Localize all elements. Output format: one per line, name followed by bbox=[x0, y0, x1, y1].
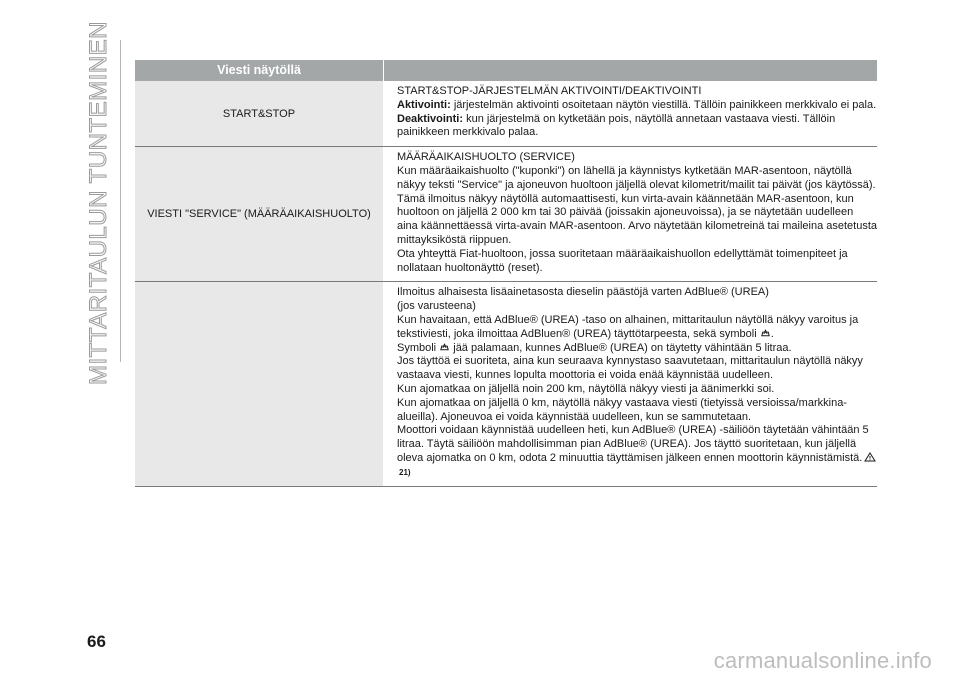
deactivation-text: kun järjestelmä on kytketään pois, näytöllä annetaan vastaava viesti. Tällöin painikkeen merkkivalo palaa. bbox=[397, 112, 836, 139]
table-header bbox=[135, 60, 877, 81]
message-table bbox=[135, 60, 877, 487]
row-label: START&STOP bbox=[135, 81, 383, 146]
service-title: MÄÄRÄAIKAISHUOLTO (SERVICE) bbox=[397, 151, 575, 164]
adblue-paragraph-2 bbox=[397, 342, 877, 356]
deactivation-paragraph bbox=[397, 113, 877, 141]
adblue-paragraph-4: Kun ajomatkaa on jäljellä noin 200 km, näytöllä näkyy viesti ja äänimerkki soi. bbox=[397, 382, 775, 395]
warning-triangle-icon bbox=[864, 452, 876, 462]
row-description bbox=[383, 81, 877, 146]
row-description bbox=[383, 147, 877, 281]
row-label bbox=[135, 282, 383, 485]
adblue-paragraph-2-start: Symboli bbox=[397, 341, 440, 354]
adblue-paragraph-6-text: Moottori voidaan käynnistää uudelleen heti, kun AdBlue® (UREA) -säiliöön täytetään vähintään 5 litraa. Täytä säiliöön mahdollisimman pian AdBlue® (UREA). Jos täyttö suoritetaan, kun jäljellä oleva ajomatka on 0 km, odota 2 minuuttia täyttämisen jälkeen ennen moottorin käynnistämistä. bbox=[397, 424, 869, 464]
table-row-service bbox=[135, 147, 877, 282]
activation-label: Aktivointi: bbox=[397, 98, 451, 111]
page-number: 66 bbox=[87, 632, 106, 651]
section-title-vertical bbox=[84, 21, 114, 385]
adblue-title: Ilmoitus alhaisesta lisäainetasosta dieselin päästöjä varten AdBlue® (UREA) bbox=[397, 286, 769, 299]
section-divider-line bbox=[120, 40, 121, 362]
adblue-paragraph-2-text: jää palamaan, kunnes AdBlue® (UREA) on täytetty vähintään 5 litraa. bbox=[450, 341, 792, 354]
adblue-optional: (jos varusteena) bbox=[397, 300, 476, 313]
activation-paragraph bbox=[397, 99, 877, 113]
activation-text: järjestelmän aktivointi osoitetaan näytön viestillä. Tällöin painikkeen merkkivalo ei pala. bbox=[450, 98, 877, 111]
adblue-paragraph-3: Jos täyttöä ei suoriteta, aina kun seuraava kynnystaso saavutetaan, mittaritaulun näytöllä näkyy vastaava viesti, kunnes lopulta moottoria ei voida enää käynnistää uudelleen. bbox=[397, 355, 863, 382]
row-description bbox=[383, 282, 877, 485]
service-paragraph-2: Tämä ilmoitus näkyy näytöllä automaattisesti, kun virta-avain käännetään MAR-asentoon, kun huoltoon on jäljellä 2 000 km tai 30 päivää (joissakin ajoneuvoissa), ja se näytetään uudelleen aina käännettäessä virta-avain MAR-asentoon. Arvo näytetään kilometreinä tai maileina asetetusta mittayksiköstä riippuen. bbox=[397, 192, 877, 246]
service-paragraph-3: Ota yhteyttä Fiat-huoltoon, jossa suoritetaan määräaikaishuollon edellyttämät toimenpiteet ja nollataan huoltonäyttö (reset). bbox=[397, 247, 848, 274]
table-header-blank bbox=[384, 60, 877, 81]
adblue-paragraph-1 bbox=[397, 314, 877, 342]
footnote-reference: 21) bbox=[399, 467, 411, 477]
row-label: VIESTI "SERVICE" (MÄÄRÄAIKAISHUOLTO) bbox=[135, 147, 383, 281]
adblue-paragraph-6 bbox=[397, 424, 877, 479]
adblue-paragraph-1-text: Kun havaitaan, että AdBlue® (UREA) -taso on alhainen, mittaritaulun näytöllä näkyy varoitus ja tekstiviesti, joka ilmoittaa AdBluen® (UREA) täyttötarpeesta, sekä symboli bbox=[397, 313, 859, 340]
deactivation-label: Deaktivointi: bbox=[397, 112, 464, 125]
adblue-fluid-icon bbox=[439, 342, 450, 352]
watermark: carmanualsonline.info bbox=[713, 648, 932, 673]
table-row-start-stop bbox=[135, 81, 877, 147]
table-row-adblue bbox=[135, 282, 877, 486]
adblue-paragraph-1-end: . bbox=[770, 327, 774, 340]
section-title-text: MITTARITAULUN TUNTEMINEN bbox=[85, 21, 112, 385]
table-header-label: Viesti näytöllä bbox=[135, 60, 383, 81]
service-paragraph-1: Kun määräaikaishuolto ("kuponki") on lähellä ja käynnistys kytketään MAR-asentoon, näytöllä näkyy teksti "Service" ja ajoneuvon huoltoon jäljellä olevat kilometrit/mailit tai päivät (jos käytössä). bbox=[397, 164, 876, 191]
row-title: START&STOP-JÄRJESTELMÄN AKTIVOINTI/DEAKTIVOINTI bbox=[397, 85, 702, 97]
adblue-fluid-icon bbox=[760, 328, 771, 338]
adblue-paragraph-5: Kun ajomatkaa on jäljellä 0 km, näytöllä näkyy vastaava viesti (tietyissä versioissa/markkina-alueilla). Ajoneuvoa ei voida käynnistää uudelleen, kun se sammutetaan. bbox=[397, 396, 847, 423]
